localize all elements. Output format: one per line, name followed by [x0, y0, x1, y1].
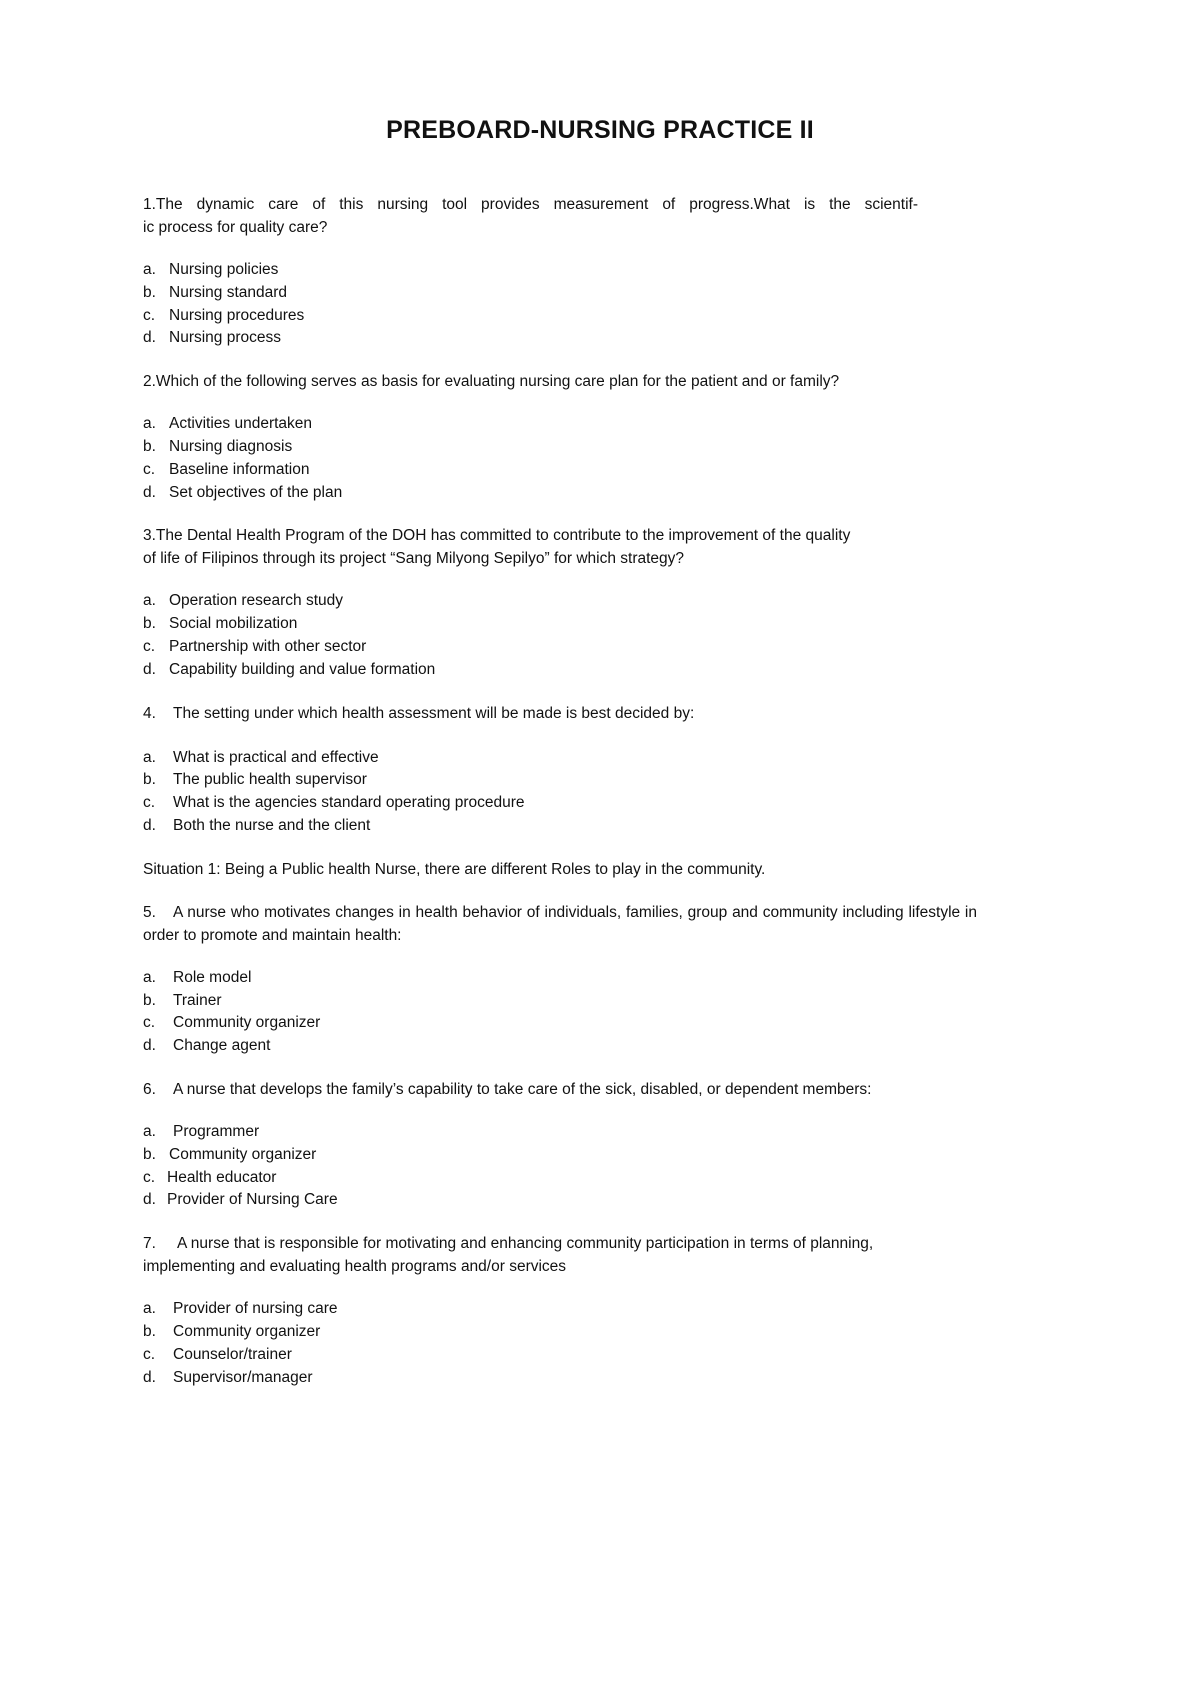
list-item: b. Nursing standard	[143, 283, 288, 301]
question-1-line-2: ic process for quality care?	[143, 219, 328, 236]
list-item: c. Baseline information	[143, 460, 310, 478]
question-2-text: 2.Which of the following serves as basis for evaluating nursing care plan for the patient and or family?	[143, 373, 840, 391]
question-6	[143, 1078, 977, 1212]
question-7-line-2: implementing and evaluating health programs and/or services	[143, 1258, 567, 1276]
question-4-options	[143, 747, 977, 838]
question-3-line-2: of life of Filipinos through its project “Sang Milyong Sepilyo” for which strategy?	[143, 550, 685, 568]
question-3-line-1: 3.The Dental Health Program of the DOH has committed to contribute to the improvement of the quality	[143, 527, 851, 545]
question-4-text: 4. The setting under which health assessment will be made is best decided by:	[143, 704, 695, 722]
question-2-options	[143, 413, 977, 504]
situation-text: Situation 1: Being a Public health Nurse, there are different Roles to play in the community.	[143, 860, 766, 878]
question-list	[143, 193, 977, 1389]
list-item: d. Both the nurse and the client	[143, 816, 371, 834]
page-title: PREBOARD-NURSING PRACTICE II	[386, 116, 814, 144]
question-7-options	[143, 1298, 977, 1389]
list-item: b. Nursing diagnosis	[143, 437, 293, 455]
list-item: b. Community organizer	[143, 1145, 317, 1163]
question-1-options	[143, 259, 977, 350]
question-1-line-1: 1.The dynamic care of this nursing tool provides measurement of progress.What is the scientif-	[143, 196, 918, 213]
list-item: c. What is the agencies standard operating procedure	[143, 794, 525, 812]
list-item: a. Nursing policies	[143, 261, 279, 278]
list-item: a. Activities undertaken	[143, 415, 313, 433]
question-5-options	[143, 967, 977, 1058]
list-item: d. Change agent	[143, 1037, 271, 1055]
list-item: c. Health educator	[143, 1168, 277, 1186]
question-3-options	[143, 590, 977, 681]
list-item: d. Supervisor/manager	[143, 1368, 313, 1386]
list-item: a. Provider of nursing care	[143, 1300, 338, 1318]
list-item: b. Trainer	[143, 991, 222, 1009]
question-6-text: 6. A nurse that develops the family’s capability to take care of the sick, disabled, or dependent members:	[143, 1080, 872, 1098]
list-item: a. Operation research study	[143, 592, 344, 610]
question-5	[143, 901, 977, 1058]
list-item: a. Programmer	[143, 1122, 260, 1140]
list-item: a. Role model	[143, 968, 252, 986]
question-3	[143, 524, 977, 681]
list-item: b. Social mobilization	[143, 615, 298, 633]
list-item: d. Provider of Nursing Care	[143, 1191, 338, 1209]
list-item: c. Community organizer	[143, 1014, 321, 1032]
list-item: c. Nursing procedures	[143, 306, 305, 324]
question-1	[143, 193, 977, 350]
list-item: d. Nursing process	[143, 329, 281, 347]
list-item: d. Capability building and value formation	[143, 660, 436, 678]
question-6-options	[143, 1121, 977, 1212]
list-item: b. The public health supervisor	[143, 771, 367, 789]
question-7-line-1: 7. A nurse that is responsible for motivating and enhancing community participation in terms of planning,	[143, 1235, 874, 1253]
question-2	[143, 370, 977, 504]
list-item: b. Community organizer	[143, 1322, 321, 1340]
question-5-text: 5. A nurse who motivates changes in health behavior of individuals, families, group and community including lifestyle in order to promote and maintain health:	[143, 903, 977, 944]
list-item: c. Partnership with other sector	[143, 637, 367, 655]
list-item: d. Set objectives of the plan	[143, 483, 343, 501]
question-4	[143, 702, 977, 838]
list-item: c. Counselor/trainer	[143, 1345, 292, 1363]
question-7	[143, 1232, 977, 1389]
list-item: a. What is practical and effective	[143, 748, 379, 766]
